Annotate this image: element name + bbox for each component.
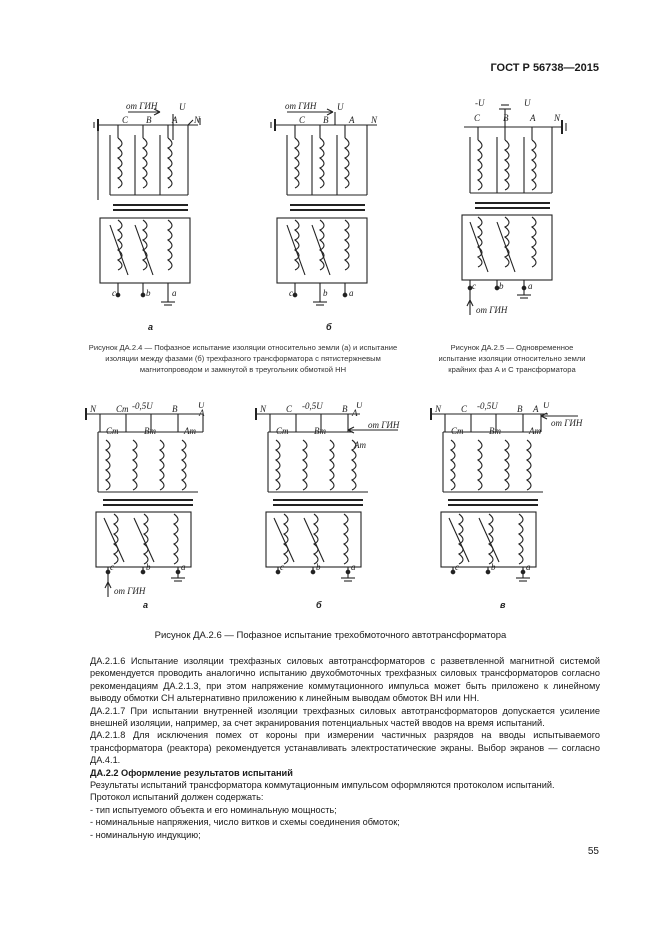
figure-sublabel-26c: в xyxy=(500,600,506,610)
diagram-da26-c xyxy=(423,402,588,602)
caption-da26: Рисунок ДА.2.6 — Пофазное испытание трехобмоточного автотрансформатора xyxy=(154,630,507,641)
svg-text:a: a xyxy=(349,288,354,298)
caption-da24: Рисунок ДА.2.4 — Пофазное испытание изоляции относительно земли (а) и испытание изоляции между фазами (б) трехфазного трансформатора с пятистержневым магнитопроводом и замкнутой в треугольник обмоткой НН xyxy=(88,343,398,374)
svg-text:C: C xyxy=(286,404,293,414)
svg-text:B: B xyxy=(323,115,329,125)
svg-text:-U: -U xyxy=(475,98,485,108)
svg-text:N: N xyxy=(260,404,267,414)
svg-text:B: B xyxy=(517,404,523,414)
svg-text:C: C xyxy=(122,115,129,125)
svg-text:A: A xyxy=(349,115,355,125)
paragraph-protocol: Протокол испытаний должен содержать: xyxy=(90,792,264,803)
diagram-da24-a xyxy=(88,100,218,310)
svg-text:от ГИН: от ГИН xyxy=(114,586,146,596)
svg-text:A: A xyxy=(530,113,536,123)
paragraph-da2-1-8: ДА.2.1.8 Для исключения помех от короны при измерении частичных разрядов на вводы испытываемого трансформатора (реактора) рекомендуется устанавливать электростатические экраны. Выбор экранов — согласно ДА.4.1. xyxy=(90,730,600,766)
svg-text:Am: Am xyxy=(184,426,196,436)
svg-text:b: b xyxy=(146,562,151,572)
svg-text:c: c xyxy=(110,562,114,572)
svg-text:N: N xyxy=(554,113,561,123)
svg-text:a: a xyxy=(528,281,533,291)
section-title: ДА.2.2 Оформление результатов испытаний xyxy=(90,767,293,778)
svg-text:N: N xyxy=(435,404,442,414)
svg-text:-0,5U: -0,5U xyxy=(477,402,498,411)
svg-text:c: c xyxy=(472,281,476,291)
svg-text:B: B xyxy=(342,404,348,414)
svg-text:Am: Am xyxy=(354,440,366,450)
svg-text:U: U xyxy=(179,102,186,112)
caption-da25: Рисунок ДА.2.5 — Одновременное испытание изоляции относительно земли крайних фаз А и С трансформатора xyxy=(438,343,586,374)
list-item: - номинальные напряжения, число витков и схемы соединения обмоток; xyxy=(90,816,600,828)
svg-text:B: B xyxy=(172,404,178,414)
svg-text:Bm: Bm xyxy=(314,426,326,436)
diagram-da26-a xyxy=(78,402,228,602)
svg-text:Am: Am xyxy=(529,426,541,436)
svg-text:A: A xyxy=(172,115,178,125)
document-code: ГОСТ Р 56738—2015 xyxy=(490,62,599,74)
svg-text:Cm: Cm xyxy=(116,404,129,414)
svg-text:c: c xyxy=(289,288,293,298)
svg-text:c: c xyxy=(280,562,284,572)
diagram-da24-b xyxy=(265,100,395,310)
svg-text:U: U xyxy=(337,102,344,112)
protocol-list xyxy=(90,804,600,841)
svg-text:Cm: Cm xyxy=(106,426,119,436)
svg-text:от ГИН: от ГИН xyxy=(368,420,400,430)
page-number: 55 xyxy=(587,846,599,857)
figure-sublabel-b: б xyxy=(326,322,332,332)
svg-text:a: a xyxy=(351,562,356,572)
svg-text:C: C xyxy=(474,113,481,123)
svg-text:Bm: Bm xyxy=(489,426,501,436)
svg-text:b: b xyxy=(316,562,321,572)
list-item: - тип испытуемого объекта и его номинальную мощность; xyxy=(90,804,600,816)
svg-text:от ГИН: от ГИН xyxy=(285,101,317,111)
diagram-da26-b xyxy=(248,402,408,602)
svg-text:A: A xyxy=(352,408,358,418)
svg-text:U: U xyxy=(198,402,205,410)
svg-text:от ГИН: от ГИН xyxy=(126,101,158,111)
svg-text:a: a xyxy=(172,288,177,298)
svg-text:c: c xyxy=(112,288,116,298)
svg-text:U: U xyxy=(524,98,531,108)
svg-text:N: N xyxy=(90,404,97,414)
svg-text:Bm: Bm xyxy=(144,426,156,436)
svg-text:a: a xyxy=(526,562,531,572)
svg-text:U: U xyxy=(543,402,550,410)
svg-text:N: N xyxy=(194,115,201,125)
svg-text:b: b xyxy=(499,281,504,291)
svg-text:-0,5U: -0,5U xyxy=(132,402,153,411)
svg-text:A: A xyxy=(533,404,539,414)
svg-text:N: N xyxy=(371,115,378,125)
svg-text:b: b xyxy=(146,288,151,298)
svg-text:от ГИН: от ГИН xyxy=(476,305,508,315)
diagram-da25 xyxy=(450,95,580,320)
svg-text:C: C xyxy=(299,115,306,125)
paragraph-da2-1-7: ДА.2.1.7 При испытании внутренней изоляции трехфазных силовых автотрансформаторов допускается усиление внешней изоляции, например, за счет экранирования потенциальных частей вводов на время испытаний. xyxy=(90,705,600,729)
svg-text:Cm: Cm xyxy=(276,426,289,436)
svg-text:от ГИН: от ГИН xyxy=(551,418,583,428)
body-text xyxy=(90,655,600,841)
list-item: - номинальную индукцию; xyxy=(90,829,600,841)
svg-text:A: A xyxy=(199,408,205,418)
svg-text:a: a xyxy=(181,562,186,572)
figure-sublabel-26b: б xyxy=(316,600,322,610)
svg-text:C: C xyxy=(461,404,468,414)
svg-text:-0,5U: -0,5U xyxy=(302,402,323,411)
svg-text:B: B xyxy=(146,115,152,125)
svg-text:c: c xyxy=(455,562,459,572)
paragraph-da2-1-6: ДА.2.1.6 Испытание изоляции трехфазных силовых автотрансформаторов с разветвленной магнитной системой рекомендуется проводить аналогично испытанию двухобмоточных трехфазных силовых трансформаторов согласно рекомендациям ДА.2.1.3, при этом напряжение коммутационного импульса может быть приложено к линейному выводу обмотки СН альтернативно приложению к линейным выводам обмоток ВН или НН. xyxy=(90,656,600,704)
figure-sublabel-a: а xyxy=(148,322,154,332)
figure-sublabel-26a: а xyxy=(143,600,149,610)
svg-text:Cm: Cm xyxy=(451,426,464,436)
svg-text:B: B xyxy=(503,113,509,123)
svg-text:b: b xyxy=(323,288,328,298)
svg-text:U: U xyxy=(356,402,363,410)
paragraph-results: Результаты испытаний трансформатора коммутационным импульсом оформляются протоколом испытаний. xyxy=(90,780,555,791)
svg-text:b: b xyxy=(491,562,496,572)
